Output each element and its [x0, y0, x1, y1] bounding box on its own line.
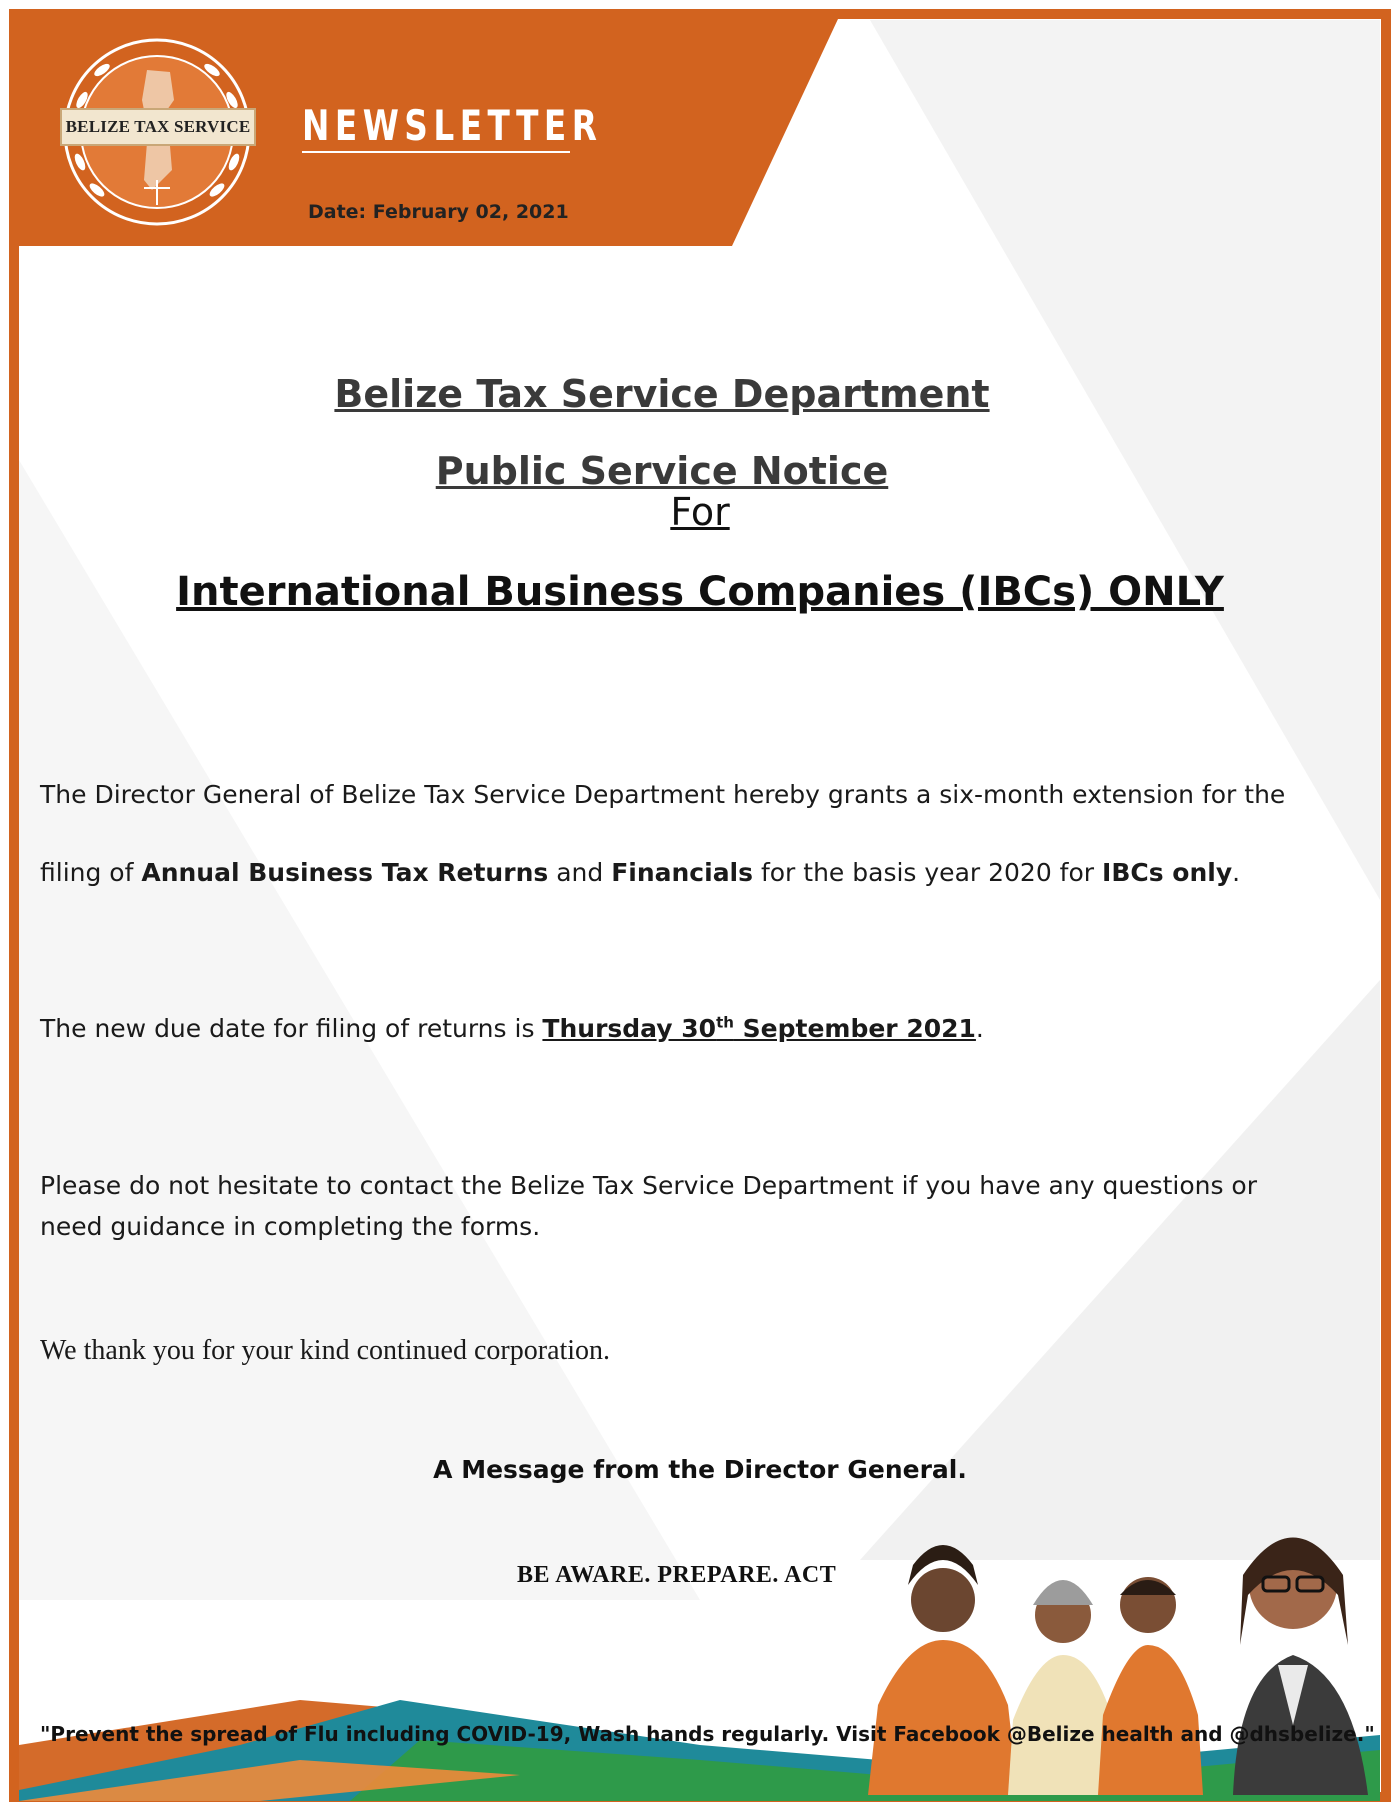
people-photo [848, 1505, 1388, 1795]
paragraph-3-line-2: need guidance in completing the forms. [40, 1212, 541, 1241]
slogan: BE AWARE. PREPARE. ACT [517, 1562, 837, 1588]
paragraph-1-line-2 [40, 858, 1340, 887]
text-span: . [975, 1014, 984, 1043]
due-date-month-year: September 2021 [733, 1014, 976, 1043]
emblem-banner: BELIZE TAX SERVICE [60, 108, 256, 146]
bold-ibcs-only: IBCs only [1102, 858, 1233, 887]
paragraph-3-line-1: Please do not hesitate to contact the Belize Tax Service Department if you have any questions or [40, 1171, 1258, 1200]
text-span: The new due date for filing of returns is [40, 1014, 543, 1043]
newsletter-date: Date: February 02, 2021 [308, 201, 569, 223]
paragraph-4: We thank you for your kind continued corporation. [40, 1335, 611, 1366]
due-date-day: Thursday 30 [542, 1014, 717, 1043]
title-underline [302, 151, 570, 153]
newsletter-title: NEWSLETTER [302, 101, 603, 150]
text-span: and [548, 858, 612, 887]
audience-heading: International Business Companies (IBCs) ONLY [176, 569, 1224, 615]
for-heading: For [670, 490, 730, 534]
bold-returns: Annual Business Tax Returns [141, 858, 549, 887]
text-span: for the basis year 2020 for [753, 858, 1103, 887]
due-date-suffix: th [716, 1013, 734, 1032]
health-quote: "Prevent the spread of Flu including COVID-19, Wash hands regularly. Visit Facebook @Belize health and @dhsbelize." [40, 1722, 1375, 1746]
belize-tax-service-emblem [52, 30, 262, 235]
due-date [542, 1014, 976, 1043]
paragraph-2 [40, 1014, 1340, 1043]
text-span: . [1232, 858, 1241, 887]
bold-financials: Financials [611, 858, 754, 887]
department-heading: Belize Tax Service Department [334, 372, 990, 416]
notice-heading: Public Service Notice [435, 449, 889, 493]
paragraph-1-line-1: The Director General of Belize Tax Service Department hereby grants a six-month extension for the [40, 780, 1286, 809]
director-message: A Message from the Director General. [433, 1455, 967, 1484]
text-span: filing of [40, 858, 142, 887]
